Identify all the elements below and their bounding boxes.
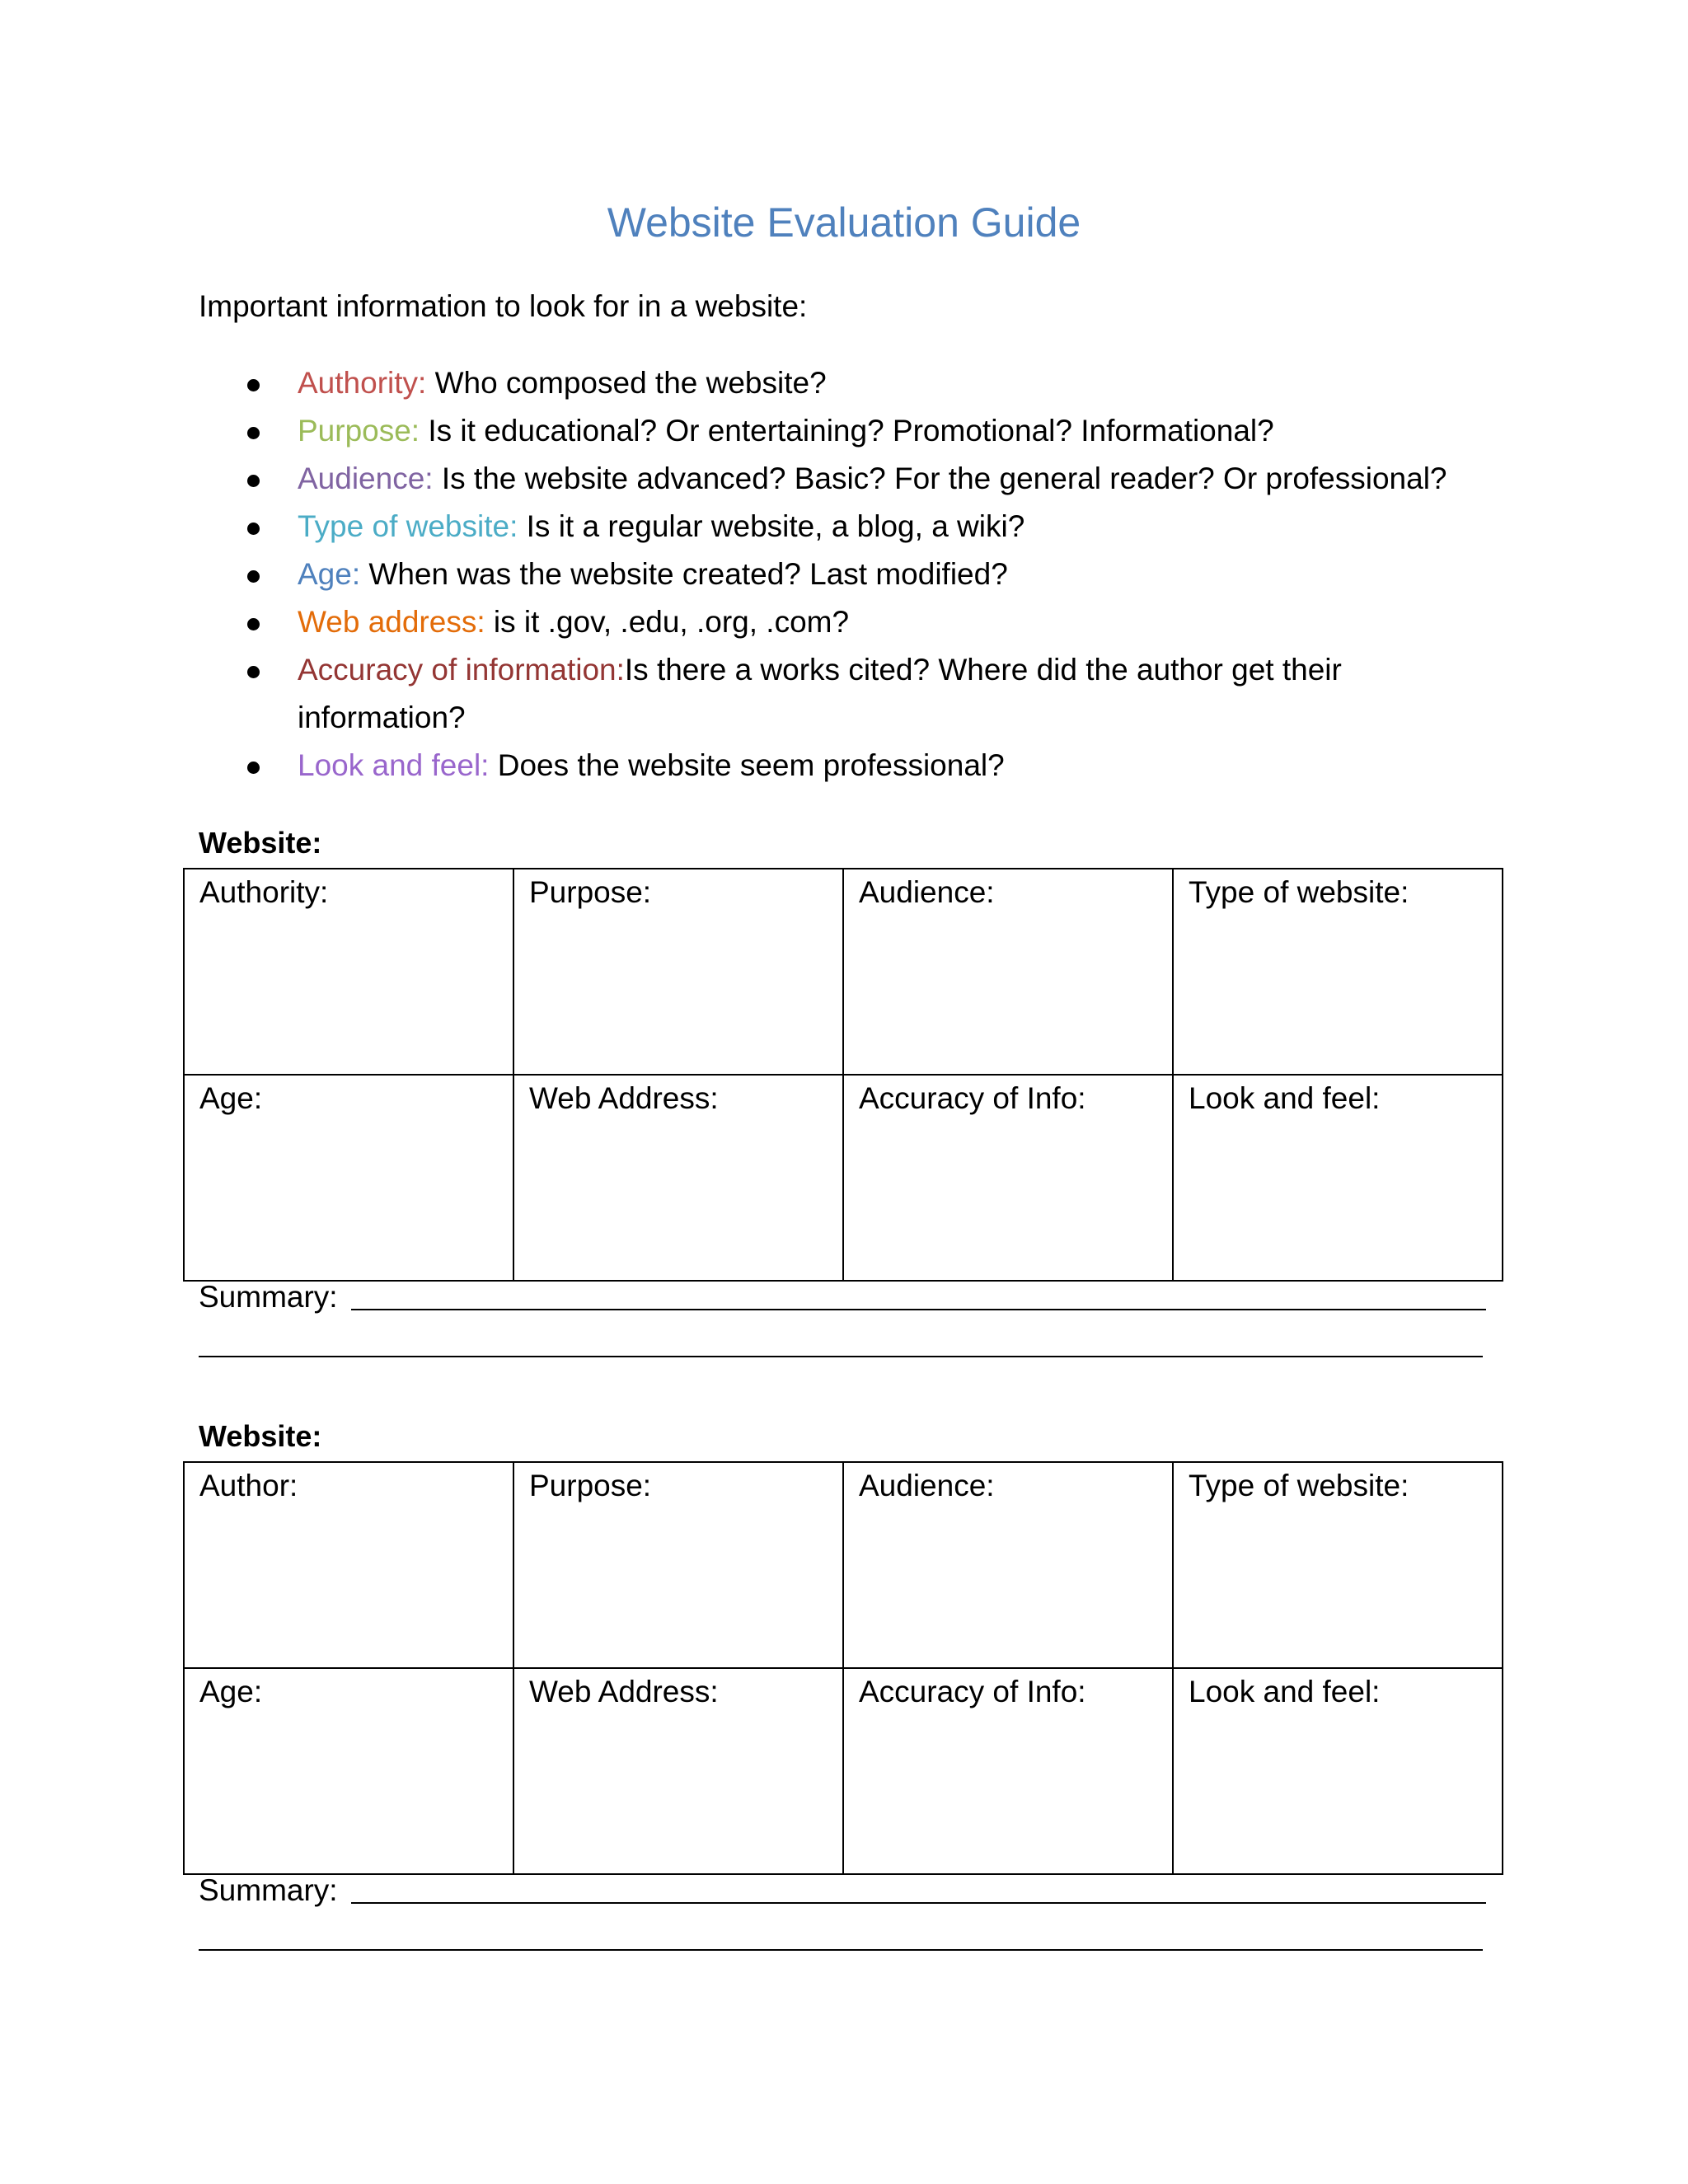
cell-type-of-website[interactable] bbox=[1173, 869, 1503, 1075]
bullet-icon bbox=[247, 666, 260, 678]
table-row bbox=[184, 1668, 1503, 1874]
criteria-description: When was the website created? Last modified? bbox=[360, 557, 1008, 591]
criteria-item-purpose bbox=[199, 407, 1517, 455]
table-row bbox=[184, 1075, 1503, 1281]
criteria-item-type-of-website bbox=[199, 503, 1517, 551]
cell-label: Audience: bbox=[859, 1469, 995, 1502]
criteria-term: Age: bbox=[298, 557, 361, 591]
bullet-icon bbox=[247, 475, 260, 487]
cell-label: Audience: bbox=[859, 875, 995, 909]
cell-label: Author: bbox=[199, 1469, 298, 1502]
bullet-icon bbox=[247, 762, 260, 774]
cell-label: Age: bbox=[199, 1081, 263, 1115]
cell-label: Purpose: bbox=[529, 1469, 652, 1502]
cell-look-and-feel[interactable] bbox=[1173, 1075, 1503, 1281]
criteria-description: Is the website advanced? Basic? For the general reader? Or professional? bbox=[433, 462, 1447, 495]
cell-age[interactable] bbox=[184, 1668, 513, 1874]
cell-look-and-feel[interactable] bbox=[1173, 1668, 1503, 1874]
cell-label: Accuracy of Info: bbox=[859, 1081, 1086, 1115]
website-label-2: Website: bbox=[199, 1419, 322, 1453]
cell-label: Look and feel: bbox=[1189, 1081, 1381, 1115]
bullet-icon bbox=[247, 570, 260, 583]
cell-accuracy-of-info[interactable] bbox=[843, 1075, 1173, 1281]
criteria-term: Web address: bbox=[298, 605, 485, 639]
summary-continuation-line-1[interactable] bbox=[199, 1356, 1483, 1357]
cell-label: Age: bbox=[199, 1675, 263, 1708]
cell-label: Type of website: bbox=[1189, 875, 1409, 909]
cell-label: Accuracy of Info: bbox=[859, 1675, 1086, 1708]
summary-label: Summary: bbox=[199, 1280, 338, 1314]
cell-author[interactable] bbox=[184, 1462, 513, 1668]
summary-rule bbox=[351, 1902, 1486, 1904]
cell-label: Web Address: bbox=[529, 1081, 719, 1115]
criteria-term: Authority: bbox=[298, 366, 427, 400]
website-label-1: Website: bbox=[199, 826, 322, 860]
evaluation-table-1 bbox=[183, 868, 1503, 1282]
summary-continuation-line-2[interactable] bbox=[199, 1949, 1483, 1951]
criteria-description: Is there a works cited? Where did the author get their information? bbox=[298, 653, 1342, 734]
criteria-description: Who composed the website? bbox=[426, 366, 827, 400]
summary-line-2[interactable] bbox=[199, 1872, 1486, 1909]
bullet-icon bbox=[247, 427, 260, 439]
cell-web-address[interactable] bbox=[513, 1075, 843, 1281]
cell-label: Look and feel: bbox=[1189, 1675, 1381, 1708]
cell-label: Purpose: bbox=[529, 875, 652, 909]
criteria-item-audience bbox=[199, 455, 1517, 503]
cell-purpose[interactable] bbox=[513, 869, 843, 1075]
criteria-item-authority bbox=[199, 359, 1517, 407]
cell-accuracy-of-info[interactable] bbox=[843, 1668, 1173, 1874]
cell-label: Type of website: bbox=[1189, 1469, 1409, 1502]
cell-type-of-website[interactable] bbox=[1173, 1462, 1503, 1668]
cell-authority[interactable] bbox=[184, 869, 513, 1075]
cell-web-address[interactable] bbox=[513, 1668, 843, 1874]
criteria-item-age bbox=[199, 551, 1517, 598]
summary-rule bbox=[351, 1309, 1486, 1310]
criteria-term: Accuracy of information: bbox=[298, 653, 625, 687]
cell-label: Authority: bbox=[199, 875, 329, 909]
criteria-description: is it .gov, .edu, .org, .com? bbox=[485, 605, 850, 639]
evaluation-table-2 bbox=[183, 1461, 1503, 1875]
bullet-icon bbox=[247, 523, 260, 535]
bullet-icon bbox=[247, 379, 260, 391]
cell-audience[interactable] bbox=[843, 1462, 1173, 1668]
criteria-term: Audience: bbox=[298, 462, 434, 495]
cell-label: Web Address: bbox=[529, 1675, 719, 1708]
table-row bbox=[184, 869, 1503, 1075]
cell-age[interactable] bbox=[184, 1075, 513, 1281]
criteria-item-look-and-feel bbox=[199, 742, 1517, 790]
criteria-description: Is it educational? Or entertaining? Promotional? Informational? bbox=[420, 414, 1274, 448]
criteria-term: Type of website: bbox=[298, 509, 518, 543]
criteria-description: Is it a regular website, a blog, a wiki? bbox=[518, 509, 1025, 543]
table-row bbox=[184, 1462, 1503, 1668]
criteria-list bbox=[199, 359, 1517, 790]
criteria-item-web-address bbox=[199, 598, 1517, 646]
criteria-description: Does the website seem professional? bbox=[489, 748, 1005, 782]
criteria-item-accuracy bbox=[199, 646, 1517, 742]
page-title: Website Evaluation Guide bbox=[607, 199, 1081, 246]
criteria-term: Purpose: bbox=[298, 414, 420, 448]
summary-line-1[interactable] bbox=[199, 1279, 1486, 1315]
cell-audience[interactable] bbox=[843, 869, 1173, 1075]
criteria-term: Look and feel: bbox=[298, 748, 490, 782]
bullet-icon bbox=[247, 618, 260, 630]
summary-label: Summary: bbox=[199, 1873, 338, 1907]
cell-purpose[interactable] bbox=[513, 1462, 843, 1668]
intro-text: Important information to look for in a website: bbox=[199, 289, 808, 323]
